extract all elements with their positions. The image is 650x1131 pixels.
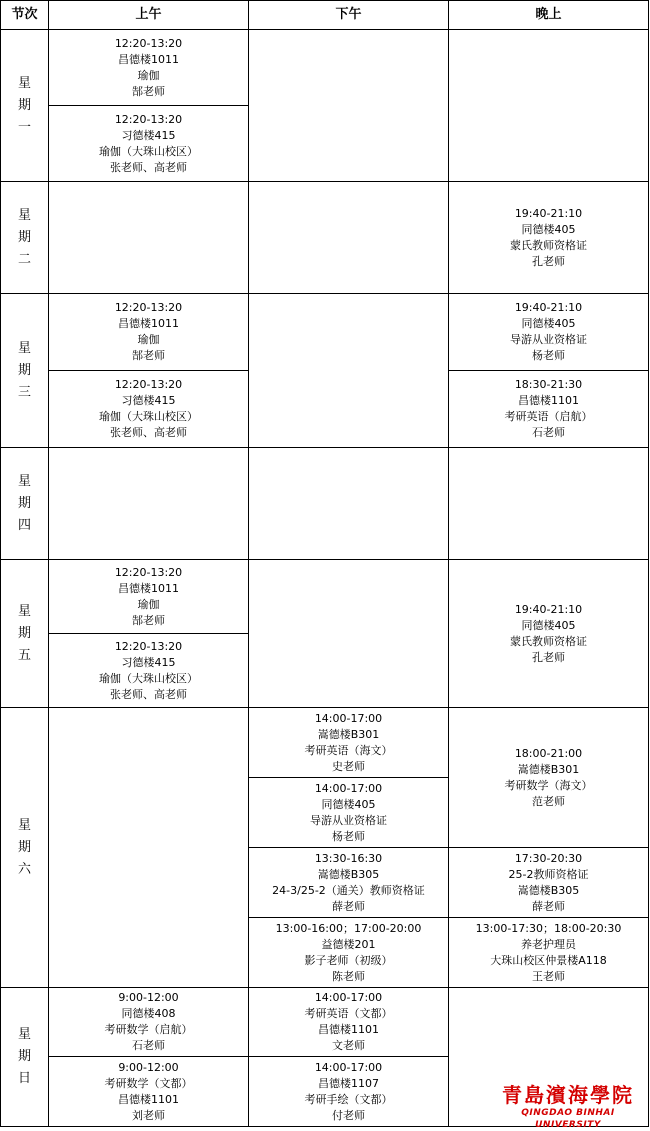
course-name: 考研手绘（文都）: [304, 1092, 393, 1106]
course-teacher: 史老师: [332, 759, 365, 773]
day-saturday: 星 期 六: [0, 708, 49, 988]
course-time: 19:40-21:10: [514, 602, 583, 616]
header-morning: [49, 0, 249, 30]
logo-english-name: QINGDAO BINHAI UNIVERSITY: [521, 1108, 615, 1130]
course-cell: [49, 988, 249, 1057]
day-sunday: 星 期 日: [0, 988, 49, 1127]
header-evening: [449, 0, 649, 30]
course-name: 瑜伽: [137, 68, 160, 82]
course-name: 瑜伽: [137, 597, 160, 611]
header-afternoon: [249, 0, 449, 30]
course-teacher: 薛老师: [532, 899, 565, 913]
header-evening-label: 晚上: [535, 7, 562, 22]
empty-cell: [249, 182, 449, 294]
empty-cell: [249, 294, 449, 448]
course-cell: [449, 294, 649, 371]
course-room: 同德楼408: [121, 1007, 176, 1020]
course-cell: [49, 1057, 249, 1127]
course-time: 13:00-16:00；17:00-20:00: [275, 921, 422, 935]
empty-cell: [449, 30, 649, 182]
course-cell: [249, 918, 449, 988]
course-cell: [249, 708, 449, 778]
course-teacher: 付老师: [332, 1108, 365, 1122]
course-room: 昌德楼1107: [318, 1076, 379, 1090]
course-room: 昌德楼1101: [318, 1023, 379, 1036]
course-teacher: 孔老师: [532, 650, 565, 664]
course-teacher: 张老师、高老师: [110, 687, 187, 701]
course-cell: [249, 988, 449, 1057]
course-cell: [49, 30, 249, 106]
course-teacher: 郜老师: [132, 613, 165, 627]
course-name: 考研数学（海文）: [504, 778, 593, 792]
course-room: 习德楼415: [121, 128, 176, 142]
empty-cell: [249, 448, 449, 560]
course-teacher: 张老师、高老师: [110, 160, 187, 174]
course-time: 19:40-21:10: [514, 206, 583, 220]
course-cell: [49, 634, 249, 708]
course-time: 14:00-17:00: [314, 711, 383, 725]
course-room: 同德楼405: [521, 618, 576, 632]
course-room: 同德楼405: [521, 222, 576, 236]
course-cell: [49, 371, 249, 448]
course-cell: [249, 848, 449, 918]
course-name: 考研英语（海文）: [304, 743, 393, 757]
course-time: 18:00-21:00: [514, 746, 583, 760]
course-time: 12:20-13:20: [114, 639, 183, 653]
course-name: 瑜伽（大珠山校区）: [99, 144, 198, 158]
course-teacher: 王老师: [532, 969, 565, 983]
course-time: 9:00-12:00: [118, 991, 179, 1004]
day-tuesday: 星 期 二: [0, 182, 49, 294]
course-room: 嵩德楼B301: [317, 727, 380, 741]
course-name: 蒙氏教师资格证: [510, 634, 587, 648]
course-cell: [449, 708, 649, 848]
course-time: 13:30-16:30: [314, 851, 383, 865]
course-room: 嵩德楼B305: [517, 883, 580, 897]
course-cell: [449, 918, 649, 988]
header-afternoon-label: 下午: [335, 7, 362, 22]
course-room: 同德楼405: [321, 797, 376, 811]
course-name: 考研数学（启航）: [104, 1023, 193, 1036]
course-room: 昌德楼1101: [518, 394, 579, 407]
course-time: 14:00-17:00: [314, 1060, 383, 1074]
course-cell: [449, 182, 649, 294]
course-room: 嵩德楼B305: [317, 867, 380, 881]
course-name: 瑜伽（大珠山校区）: [99, 410, 198, 423]
course-name: 瑜伽: [137, 333, 160, 346]
course-time: 12:20-13:20: [114, 301, 183, 314]
empty-cell: [449, 448, 649, 560]
course-time: 14:00-17:00: [314, 781, 383, 795]
course-room: 习德楼415: [121, 655, 176, 669]
course-room: 嵩德楼B301: [517, 762, 580, 776]
course-room: 昌德楼1011: [118, 581, 179, 595]
day-friday: 星 期 五: [0, 560, 49, 708]
course-name: 蒙氏教师资格证: [510, 238, 587, 252]
course-time: 19:40-21:10: [514, 301, 583, 314]
day-monday: 星 期 一: [0, 30, 49, 182]
day-wednesday: 星 期 三: [0, 294, 49, 448]
course-time: 9:00-12:00: [118, 1060, 179, 1074]
course-name: 25-2教师资格证: [508, 867, 589, 881]
course-name: 影子老师（初级）: [304, 953, 393, 967]
course-teacher: 郜老师: [132, 349, 165, 362]
course-room: 大珠山校区仲景楼A118: [490, 953, 607, 967]
course-cell: [49, 106, 249, 182]
course-time: 17:30-20:30: [514, 851, 583, 865]
course-time: 12:20-13:20: [114, 112, 183, 126]
course-room: 益德楼201: [321, 937, 376, 951]
course-time: 14:00-17:00: [314, 991, 383, 1004]
course-teacher: 石老师: [132, 1039, 165, 1052]
course-name: 养老护理员: [521, 937, 576, 951]
empty-cell: [249, 30, 449, 182]
course-teacher: 杨老师: [332, 829, 365, 843]
course-teacher: 张老师、高老师: [110, 426, 187, 439]
course-time: 18:30-21:30: [514, 378, 583, 391]
course-room: 同德楼405: [521, 317, 576, 330]
header-period: [0, 0, 49, 30]
course-time: 13:00-17:30；18:00-20:30: [475, 921, 622, 935]
course-time: 12:20-13:20: [114, 565, 183, 579]
course-time: 12:20-13:20: [114, 36, 183, 50]
course-cell: [449, 848, 649, 918]
course-teacher: 杨老师: [532, 349, 565, 362]
course-cell: [249, 1057, 449, 1127]
empty-cell: [49, 448, 249, 560]
course-cell: [449, 560, 649, 708]
course-name: 导游从业资格证: [510, 333, 587, 346]
course-name: 考研数学（文都）: [104, 1076, 193, 1090]
course-name: 考研英语（启航）: [504, 410, 593, 423]
empty-cell: [249, 560, 449, 708]
course-name: 24-3/25-2（通关）教师资格证: [272, 883, 425, 897]
day-thursday: 星 期 四: [0, 448, 49, 560]
course-cell: [49, 294, 249, 371]
course-name: 考研英语（文都）: [304, 1007, 393, 1020]
logo-chinese-name: 青島濱海學院: [502, 1083, 634, 1107]
empty-cell: [49, 182, 249, 294]
course-teacher: 薛老师: [332, 899, 365, 913]
course-teacher: 石老师: [532, 426, 565, 439]
course-teacher: 刘老师: [132, 1108, 165, 1122]
course-room: 昌德楼1101: [118, 1092, 179, 1106]
course-name: 导游从业资格证: [310, 813, 387, 827]
course-teacher: 孔老师: [532, 254, 565, 268]
header-period-label: 节次: [11, 7, 38, 22]
course-teacher: 范老师: [532, 794, 565, 808]
empty-cell: [49, 708, 249, 988]
course-teacher: 文老师: [332, 1039, 365, 1052]
university-logo: [488, 1083, 648, 1130]
course-cell: [449, 371, 649, 448]
course-room: 习德楼415: [121, 394, 176, 407]
course-room: 昌德楼1011: [118, 317, 179, 330]
course-teacher: 陈老师: [332, 969, 365, 983]
course-cell: [49, 560, 249, 634]
course-cell: [249, 778, 449, 848]
course-teacher: 郜老师: [132, 84, 165, 98]
course-room: 昌德楼1011: [118, 52, 179, 66]
course-name: 瑜伽（大珠山校区）: [99, 671, 198, 685]
course-time: 12:20-13:20: [114, 378, 183, 391]
header-morning-label: 上午: [135, 7, 162, 22]
